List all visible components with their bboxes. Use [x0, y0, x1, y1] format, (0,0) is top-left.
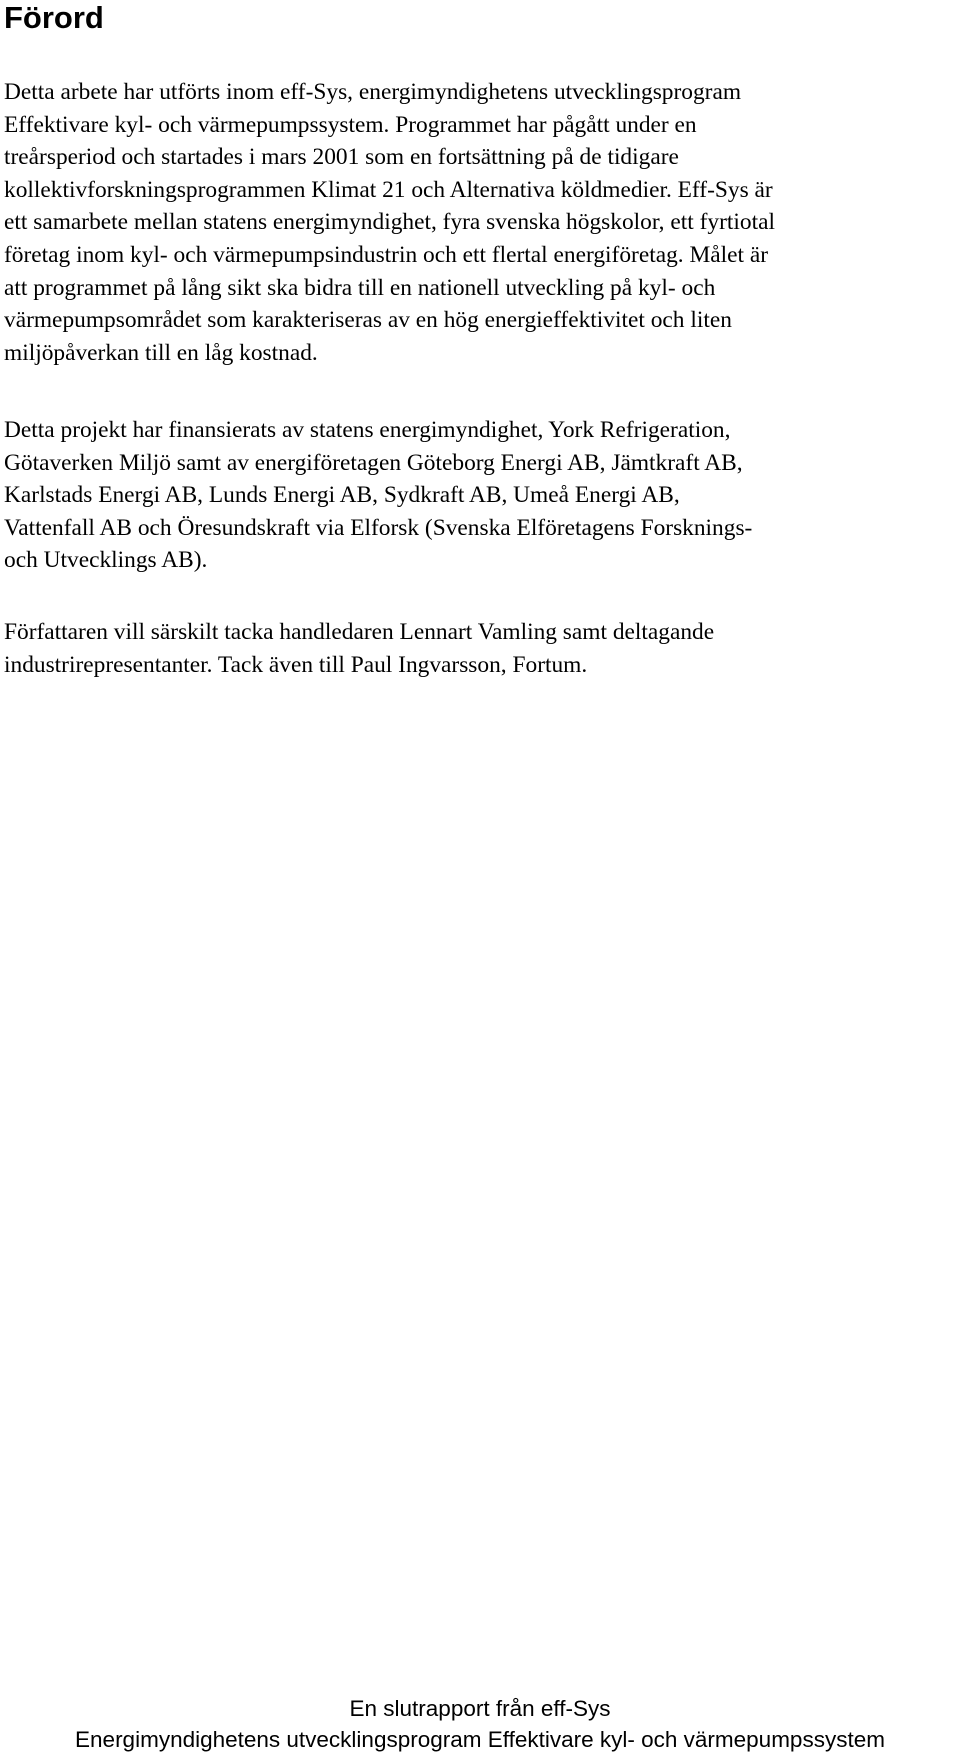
- footer-program-name: Energimyndighetens utvecklingsprogram Effektivare kyl- och värmepumpssystem: [75, 1727, 885, 1752]
- paragraph-line: Författaren vill särskilt tacka handledaren Lennart Vamling samt deltagande: [4, 619, 715, 645]
- paragraph-line: Detta projekt har finansierats av statens energimyndighet, York Refrigeration,: [4, 417, 731, 443]
- paragraph-funding: [4, 414, 956, 577]
- paragraph-line: Vattenfall AB och Öresundskraft via Elforsk (Svenska Elföretagens Forsknings-: [4, 514, 753, 541]
- paragraph-line: värmepumpsområdet som karakteriseras av en hög energieffektivitet och liten: [4, 307, 732, 334]
- paragraph-line: företag inom kyl- och värmepumpsindustrin och ett flertal energiföretag. Målet är: [4, 241, 769, 268]
- paragraph-line: miljöpåverkan till en låg kostnad.: [4, 339, 318, 366]
- paragraph-line: industrirepresentanter. Tack även till Paul Ingvarsson, Fortum.: [4, 651, 588, 678]
- paragraph-line: att programmet på lång sikt ska bidra till en nationell utveckling på kyl- och: [4, 274, 716, 301]
- paragraph-line: Detta arbete har utförts inom eff-Sys, energimyndighetens utvecklingsprogram: [4, 79, 742, 105]
- paragraph-line: Effektivare kyl- och värmepumpssystem. Programmet har pågått under en: [4, 111, 697, 138]
- paragraph-line: Karlstads Energi AB, Lunds Energi AB, Sydkraft AB, Umeå Energi AB,: [4, 482, 680, 509]
- footer-report-label: En slutrapport från eff-Sys: [349, 1696, 611, 1721]
- paragraph-line: treårsperiod och startades i mars 2001 som en fortsättning på de tidigare: [4, 144, 679, 171]
- paragraph-line: ett samarbete mellan statens energimyndighet, fyra svenska högskolor, ett fyrtiotal: [4, 209, 775, 236]
- paragraph-acknowledgements: [4, 616, 956, 681]
- paragraph-line: kollektivforskningsprogrammen Klimat 21 och Alternativa köldmedier. Eff-Sys är: [4, 176, 773, 203]
- paragraph-program-description: [4, 76, 956, 369]
- paragraph-line: och Utvecklings AB).: [4, 547, 208, 574]
- paragraph-line: Götaverken Miljö samt av energiföretagen Göteborg Energi AB, Jämtkraft AB,: [4, 449, 743, 476]
- page-title: Förord: [4, 0, 104, 35]
